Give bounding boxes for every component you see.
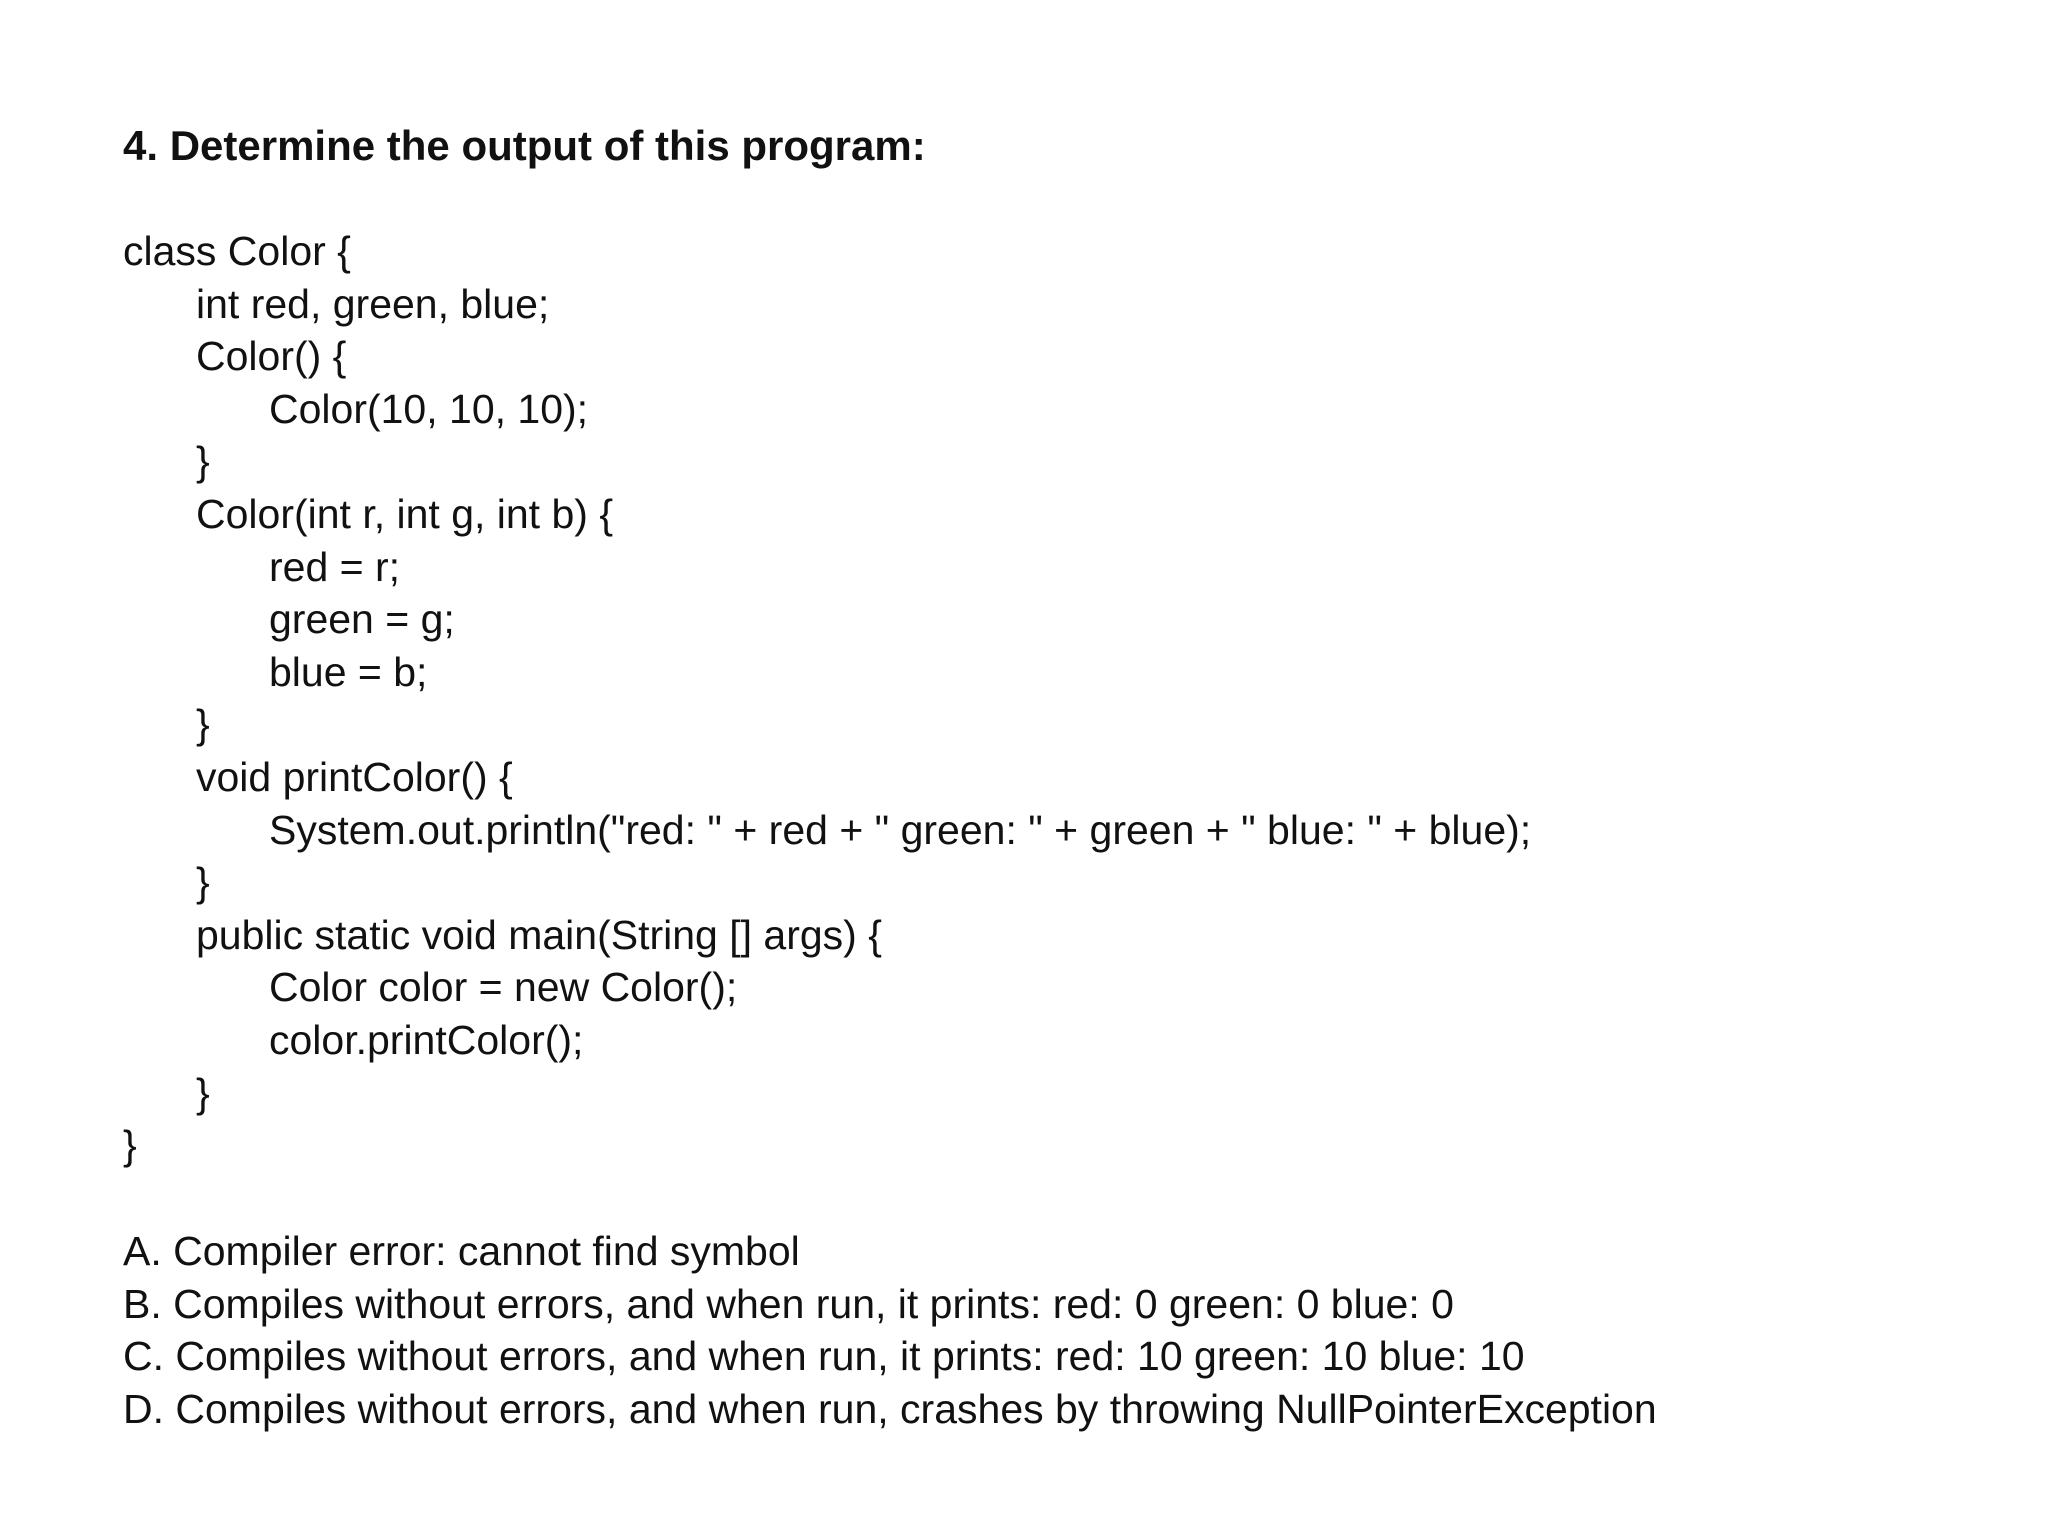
code-line: Color(10, 10, 10); bbox=[269, 385, 589, 432]
code-line: blue = b; bbox=[269, 648, 428, 695]
option-b: B. Compiles without errors, and when run, it prints: red: 0 green: 0 blue: 0 bbox=[123, 1280, 1454, 1327]
code-line: class Color { bbox=[123, 228, 351, 274]
code-line: Color color = new Color(); bbox=[269, 964, 738, 1011]
code-line: } bbox=[196, 438, 210, 485]
code-line: System.out.println("red: " + red + " green: " + green + " blue: " + blue); bbox=[269, 806, 1532, 853]
option-a: A. Compiler error: cannot find symbol bbox=[123, 1228, 800, 1274]
code-line: Color() { bbox=[196, 333, 347, 380]
code-line: } bbox=[196, 1069, 210, 1116]
code-line: Color(int r, int g, int b) { bbox=[196, 490, 614, 537]
code-line: void printColor() { bbox=[196, 753, 513, 800]
code-line: } bbox=[196, 859, 210, 906]
code-line: color.printColor(); bbox=[269, 1016, 584, 1063]
answer-options bbox=[123, 1225, 1657, 1435]
code-line: int red, green, blue; bbox=[196, 280, 550, 327]
code-line: public static void main(String [] args) { bbox=[196, 911, 882, 958]
option-c: C. Compiles without errors, and when run, it prints: red: 10 green: 10 blue: 10 bbox=[123, 1333, 1525, 1380]
code-line: } bbox=[196, 701, 210, 748]
code-line: green = g; bbox=[269, 596, 455, 643]
code-line: } bbox=[123, 1122, 137, 1169]
option-d: D. Compiles without errors, and when run, crashes by throwing NullPointerException bbox=[123, 1385, 1657, 1432]
code-line: red = r; bbox=[269, 543, 401, 590]
question-title: 4. Determine the output of this program: bbox=[123, 122, 926, 169]
code-block bbox=[123, 225, 1531, 1172]
